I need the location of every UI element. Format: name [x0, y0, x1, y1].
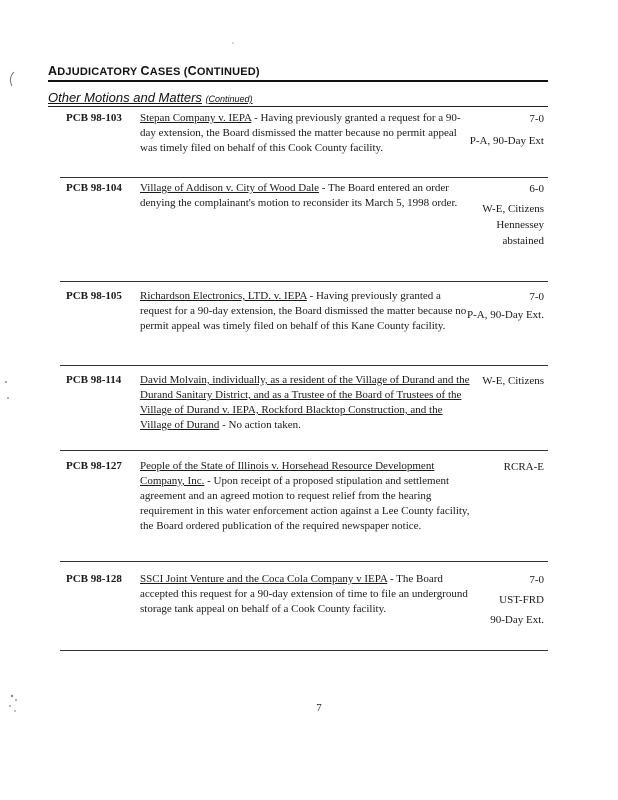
case-number: PCB 98-127: [66, 460, 122, 472]
heading-part: ONTINUED): [196, 66, 260, 78]
vote-line: RCRA-E: [503, 461, 544, 473]
vote-line: W-E, Citizens: [482, 375, 544, 387]
case-title: Stepan Company v. IEPA: [140, 112, 252, 124]
vote-line: 6-0: [529, 183, 544, 195]
heading-part: ASES (: [149, 66, 188, 78]
vote-line: W-E, Citizens: [482, 203, 544, 215]
vote-line: 7-0: [529, 113, 544, 125]
case-number: PCB 98-103: [66, 112, 122, 124]
case-number: PCB 98-104: [66, 182, 122, 194]
vote-line: 7-0: [529, 291, 544, 303]
scan-mark: [10, 72, 14, 86]
subheading-main: Other Motions and Matters: [48, 90, 202, 105]
scan-dot: [5, 381, 7, 383]
case-title: David Molvain, individually, as a resident of the Village of Durand and the Durand Sanitary District, and as a Trustee of the Board of Trustees of the Village of Durand v. IEPA, Rockford Blacktop Construction, and the Village of Durand: [140, 374, 470, 431]
heading-part: C: [140, 64, 150, 78]
case-text: - The Board accepted this request for a 90-day extension of time to file an underground storage tank appeal on behalf of a Cook County facility.: [140, 573, 468, 615]
page-number: 7: [316, 702, 322, 714]
vote-line: Hennessey abstained: [496, 219, 544, 247]
scan-dot: [232, 42, 234, 44]
case-text: - Having previously granted a request for a 90-day extension, the Board dismissed the matter because no permit appeal was timely filed on behalf of this Cook County facility.: [140, 112, 461, 154]
case-text: - Having previously granted a request for a 90-day extension, the Board dismissed the matter because no permit appeal was timely filed on behalf of this Kane County facility.: [140, 290, 467, 332]
heading-part: DJUDICATORY: [57, 66, 141, 78]
vote-line: P-A, 90-Day Ext: [469, 135, 544, 147]
subheading-continued: (Continued): [205, 94, 253, 104]
scan-dot: [11, 695, 13, 697]
case-number: PCB 98-105: [66, 290, 122, 302]
heading-part: C: [187, 64, 197, 78]
scan-dot: [14, 710, 16, 712]
case-title: Richardson Electronics, LTD. v. IEPA: [140, 290, 307, 302]
case-text: - No action taken.: [219, 419, 301, 431]
vote-line: UST-FRD: [499, 594, 544, 606]
scan-dot: [7, 397, 9, 399]
case-text: - The Board entered an order denying the complainant's motion to reconsider its March 5, 1998 order.: [140, 182, 458, 209]
vote-line: P-A, 90-Day Ext.: [467, 309, 544, 321]
case-number: PCB 98-114: [66, 374, 122, 386]
scan-dot: [15, 699, 17, 701]
case-text: - Upon receipt of a proposed stipulation and settlement agreement and an agreed motion to request relief from the hearing requirement in this water enforcement action against a Lee County facility, the Board ordered publication of the required newspaper notice.: [140, 475, 470, 532]
case-title: SSCI Joint Venture and the Coca Cola Company v IEPA: [140, 573, 388, 585]
case-number: PCB 98-128: [66, 573, 122, 585]
vote-line: 90-Day Ext.: [490, 614, 544, 626]
case-title: People of the State of Illinois v. Horsehead Resource Development Company, Inc.: [140, 460, 435, 487]
vote-line: 7-0: [529, 574, 544, 586]
case-title: Village of Addison v. City of Wood Dale: [140, 182, 320, 194]
scan-dot: [9, 705, 11, 707]
heading-part: A: [48, 64, 58, 78]
